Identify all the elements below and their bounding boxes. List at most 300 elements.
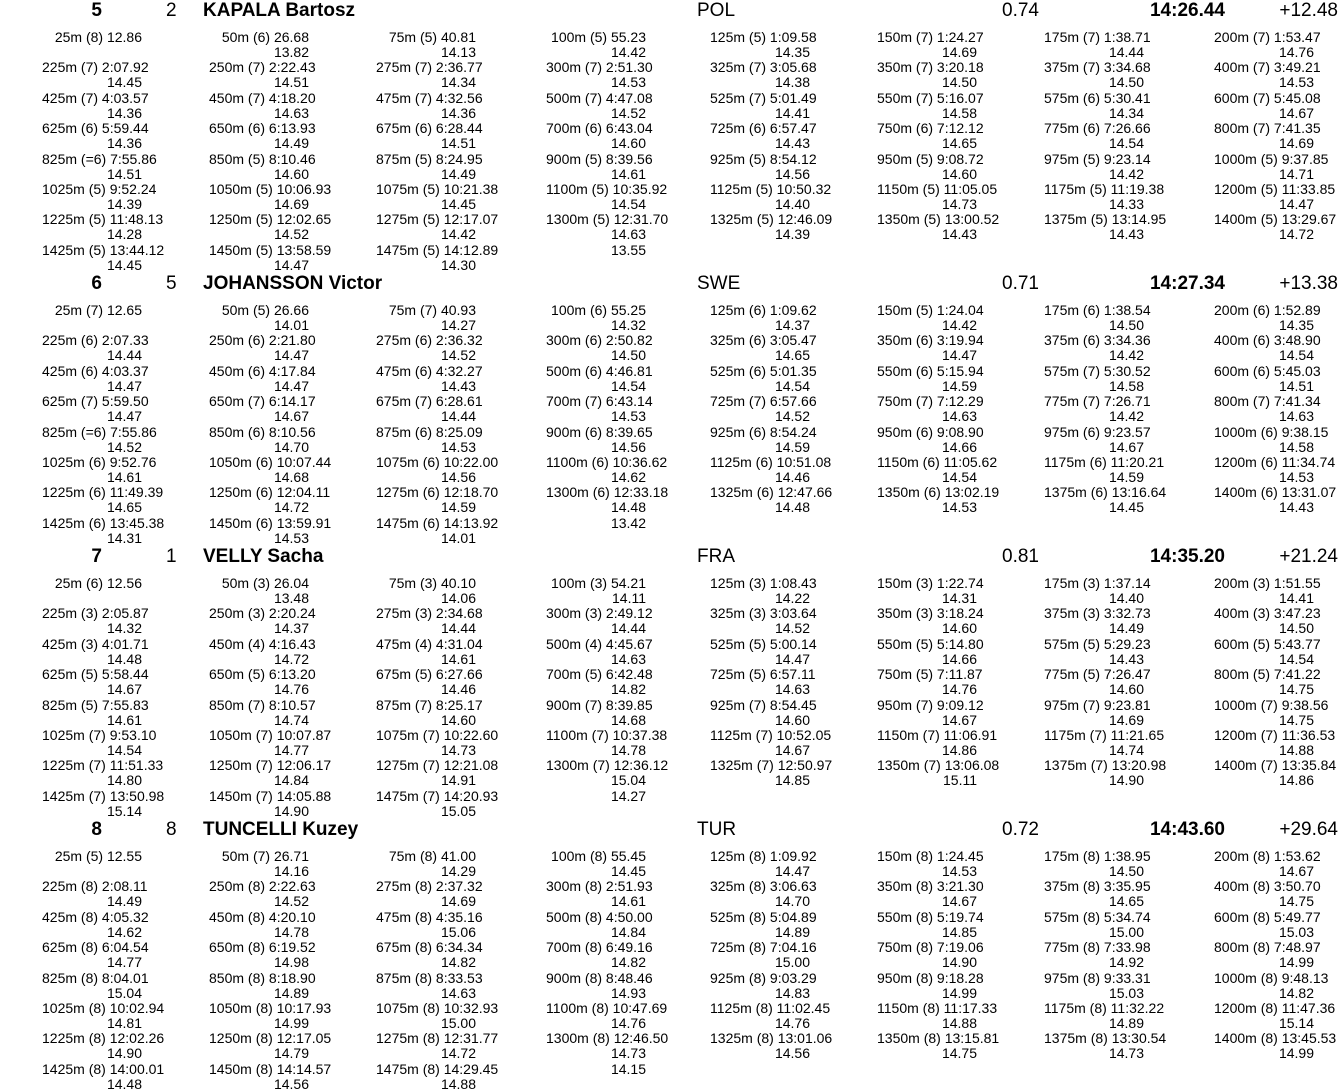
- split-cumulative: 1075m (6) 10:22.00: [376, 454, 499, 470]
- split-cumulative: 1325m (8) 13:01.06: [710, 1030, 833, 1047]
- split-cell: [209, 1030, 332, 1062]
- split-cumulative: 1275m (6) 12:18.70: [376, 484, 499, 501]
- split-cumulative: 1100m (7) 10:37.38: [546, 727, 668, 743]
- split-cumulative: 275m (6) 2:36.32: [376, 332, 483, 349]
- split-lap: 15.00: [774, 954, 810, 971]
- split-lap: 14.50: [1278, 620, 1314, 637]
- split-lap: 14.70: [774, 893, 810, 910]
- split-cumulative: 225m (7) 2:07.92: [42, 59, 149, 76]
- split-lap: 14.77: [106, 954, 142, 971]
- split-cumulative: 925m (7) 8:54.45: [710, 696, 817, 713]
- split-cell: [877, 120, 984, 152]
- swimmer-name: JOHANSSON Victor: [203, 273, 383, 294]
- split-lap: 14.27: [610, 787, 646, 804]
- split-cumulative: 1350m (8) 13:15.81: [877, 1030, 1000, 1047]
- split-cell: [546, 908, 653, 940]
- split-cell: [710, 635, 817, 667]
- split-lap: 14.51: [106, 165, 142, 182]
- split-cumulative: 1200m (7) 11:36.53: [1214, 727, 1336, 743]
- split-lap: 14.61: [610, 893, 646, 910]
- split-cumulative: 1300m (5) 12:31.70: [546, 211, 669, 228]
- split-cumulative: 1175m (6) 11:20.21: [1044, 454, 1165, 470]
- split-lap: 15.11: [943, 772, 977, 789]
- split-lap: 14.50: [1108, 317, 1144, 333]
- split-lap: 14.54: [1278, 650, 1314, 667]
- split-cell: [1044, 484, 1167, 516]
- split-cell: [209, 635, 316, 667]
- split-lap: 14.36: [106, 135, 142, 152]
- split-cumulative: 150m (5) 1:24.04: [877, 302, 984, 318]
- split-cumulative: 1400m (5) 13:29.67: [1214, 211, 1337, 228]
- split-cell: [710, 666, 816, 698]
- split-cumulative: 150m (3) 1:22.74: [877, 575, 984, 591]
- nation-code: FRA: [697, 546, 735, 567]
- split-lap: 14.70: [273, 438, 309, 455]
- split-lap: 14.77: [273, 742, 309, 758]
- split-lap: 14.01: [273, 317, 309, 333]
- split-cumulative: 1450m (7) 14:05.88: [209, 787, 332, 804]
- split-lap: 14.32: [610, 317, 646, 333]
- split-lap: 14.50: [941, 74, 977, 91]
- split-cell: [1214, 969, 1329, 1001]
- split-lap: 14.67: [774, 742, 810, 758]
- split-lap: 14.34: [1108, 104, 1144, 121]
- split-cumulative: 75m (3) 40.10: [388, 575, 476, 591]
- split-cell: [1044, 1030, 1167, 1062]
- split-cumulative: 1325m (6) 12:47.66: [710, 484, 833, 501]
- split-cell: [710, 150, 817, 182]
- split-lap: 14.82: [1278, 984, 1314, 1001]
- rank-label: 8: [91, 819, 102, 840]
- lane-label: 2: [166, 0, 177, 21]
- split-cell: [42, 150, 157, 182]
- split-cumulative: 550m (7) 5:16.07: [877, 89, 984, 106]
- split-cell: [546, 727, 668, 758]
- split-cell: [42, 1060, 165, 1092]
- split-cumulative: 1100m (5) 10:35.92: [546, 181, 668, 197]
- split-cumulative: 850m (6) 8:10.56: [209, 423, 316, 440]
- split-cell: [376, 362, 483, 394]
- split-cell: [1214, 59, 1321, 91]
- split-lap: 14.42: [440, 226, 476, 243]
- split-cumulative: 550m (6) 5:15.94: [877, 362, 984, 379]
- split-cell: [209, 908, 316, 940]
- split-cell: [209, 939, 316, 971]
- split-cell: [42, 120, 149, 152]
- split-cell: [877, 423, 984, 455]
- split-cumulative: 100m (5) 55.23: [551, 29, 646, 45]
- split-cumulative: 375m (6) 3:34.36: [1044, 332, 1151, 349]
- split-cell: [877, 939, 984, 971]
- split-cumulative: 1475m (8) 14:29.45: [376, 1060, 499, 1077]
- split-cumulative: 500m (8) 4:50.00: [546, 908, 653, 925]
- split-lap: 15.03: [1108, 984, 1144, 1001]
- split-cumulative: 1125m (8) 11:02.45: [710, 1000, 831, 1016]
- split-cell: [209, 605, 316, 637]
- split-cumulative: 75m (5) 40.81: [388, 29, 476, 45]
- split-lap: 14.53: [941, 863, 977, 879]
- split-cell: [546, 181, 668, 212]
- split-cumulative: 425m (6) 4:03.37: [42, 362, 149, 379]
- split-cumulative: 125m (5) 1:09.58: [710, 29, 817, 45]
- split-lap: 14.38: [774, 74, 810, 91]
- split-cell: [710, 727, 832, 758]
- split-lap: 14.52: [774, 620, 810, 637]
- split-lap: 14.59: [941, 377, 977, 394]
- split-lap: 14.60: [440, 711, 476, 728]
- split-lap: 13.55: [610, 241, 646, 258]
- split-cumulative: 625m (7) 5:59.50: [42, 393, 149, 410]
- split-lap: 14.75: [1278, 711, 1314, 728]
- split-lap: 14.63: [774, 681, 810, 698]
- split-cumulative: 700m (5) 6:42.48: [546, 666, 653, 683]
- split-cell: [209, 484, 331, 516]
- split-cumulative: 1000m (5) 9:37.85: [1214, 150, 1329, 167]
- split-cell: [710, 120, 817, 152]
- split-lap: 14.37: [273, 620, 309, 637]
- split-lap: 14.54: [1278, 347, 1314, 364]
- split-cell: [376, 484, 499, 516]
- split-lap: 14.67: [1278, 863, 1314, 879]
- split-lap: 14.89: [1108, 1015, 1144, 1031]
- split-cell: [42, 757, 164, 789]
- split-cell: [1044, 635, 1151, 667]
- split-cell: [877, 575, 984, 606]
- split-lap: 14.66: [941, 650, 977, 667]
- split-cumulative: 1250m (7) 12:06.17: [209, 757, 332, 774]
- split-cell: [42, 696, 149, 728]
- split-cumulative: 1150m (7) 11:06.91: [877, 727, 998, 743]
- split-cell: [42, 969, 149, 1001]
- split-cumulative: 75m (8) 41.00: [388, 848, 476, 864]
- split-lap: 14.63: [273, 104, 309, 121]
- split-cell: [1214, 878, 1321, 910]
- split-cumulative: 1025m (6) 9:52.76: [42, 454, 157, 470]
- split-cumulative: 675m (6) 6:28.44: [376, 120, 483, 137]
- split-cell: [376, 939, 483, 971]
- split-lap: 14.52: [106, 438, 142, 455]
- split-cumulative: 400m (6) 3:48.90: [1214, 332, 1321, 349]
- split-lap: 14.40: [1108, 590, 1144, 606]
- split-lap: 14.34: [440, 74, 476, 91]
- split-cumulative: 525m (8) 5:04.89: [710, 908, 817, 925]
- split-cell: [546, 332, 653, 364]
- split-cumulative: 725m (5) 6:57.11: [710, 666, 816, 683]
- split-cumulative: 575m (5) 5:29.23: [1044, 635, 1151, 652]
- split-cell: [877, 362, 984, 394]
- split-cell: [877, 332, 984, 364]
- split-lap: 14.63: [610, 650, 646, 667]
- split-cumulative: 750m (8) 7:19.06: [877, 939, 984, 956]
- split-lap: 14.67: [273, 408, 309, 425]
- split-cell: [710, 454, 832, 485]
- split-lap: 14.41: [1278, 590, 1314, 606]
- split-lap: 14.52: [774, 408, 810, 425]
- split-lap: 15.05: [440, 802, 476, 819]
- split-lap: 14.93: [610, 984, 646, 1001]
- split-cell: [209, 849, 309, 879]
- split-cumulative: 350m (3) 3:18.24: [877, 605, 984, 622]
- split-lap: 14.44: [610, 620, 646, 637]
- split-lap: 14.51: [273, 74, 309, 91]
- split-lap: 14.72: [273, 650, 309, 667]
- split-cell: [209, 120, 316, 152]
- split-cumulative: 1250m (6) 12:04.11: [209, 484, 331, 501]
- nation-code: TUR: [697, 819, 737, 840]
- split-cell: [42, 908, 149, 940]
- split-lap: 14.49: [1108, 620, 1144, 637]
- split-cell: [546, 696, 653, 728]
- split-cell: [877, 181, 998, 212]
- split-cell: [1044, 150, 1151, 182]
- split-cumulative: 425m (3) 4:01.71: [42, 635, 149, 652]
- split-cumulative: 325m (6) 3:05.47: [710, 332, 817, 349]
- split-cumulative: 975m (5) 9:23.14: [1044, 150, 1151, 167]
- split-cell: [209, 150, 316, 182]
- split-cell: [1044, 332, 1151, 364]
- split-cell: [546, 484, 669, 516]
- split-lap: 14.47: [774, 650, 810, 667]
- split-cumulative: 750m (7) 7:12.29: [877, 393, 984, 410]
- split-cell: [209, 1000, 332, 1031]
- split-cell: [1044, 605, 1151, 637]
- split-cumulative: 1275m (8) 12:31.77: [376, 1030, 499, 1047]
- split-cell: [1044, 908, 1151, 940]
- split-cell: [209, 1060, 332, 1092]
- split-lap: 13.42: [610, 514, 646, 531]
- split-cumulative: 375m (8) 3:35.95: [1044, 878, 1151, 895]
- split-cell: [546, 789, 646, 804]
- split-cell: [1214, 635, 1321, 667]
- split-cell: [1044, 727, 1165, 758]
- split-lap: 14.46: [440, 681, 476, 698]
- split-lap: 14.75: [941, 1045, 977, 1062]
- split-lap: 14.60: [941, 620, 977, 637]
- split-cumulative: 1450m (8) 14:14.57: [209, 1060, 332, 1077]
- split-cell: [1044, 878, 1151, 910]
- split-lap: 14.47: [273, 256, 309, 273]
- rank-label: 5: [91, 0, 102, 21]
- split-lap: 14.54: [941, 469, 977, 485]
- final-time: 14:27.34: [1149, 273, 1225, 294]
- split-lap: 14.60: [610, 135, 646, 152]
- split-lap: 14.35: [1278, 317, 1314, 333]
- split-lap: 14.53: [1278, 469, 1314, 485]
- split-cell: [1214, 908, 1321, 940]
- split-cumulative: 700m (8) 6:49.16: [546, 939, 653, 956]
- split-lap: 14.47: [273, 377, 309, 394]
- split-cumulative: 300m (7) 2:51.30: [546, 59, 653, 76]
- split-cell: [376, 727, 499, 758]
- split-cumulative: 325m (3) 3:03.64: [710, 605, 817, 622]
- split-cell: [1044, 575, 1151, 606]
- split-lap: 14.44: [440, 620, 476, 637]
- split-cell: [209, 666, 316, 698]
- split-cumulative: 875m (8) 8:33.53: [376, 969, 483, 986]
- split-lap: 14.43: [1278, 499, 1314, 516]
- split-cell: [877, 848, 984, 879]
- split-cumulative: 925m (8) 9:03.29: [710, 969, 817, 986]
- split-lap: 14.61: [106, 711, 142, 728]
- split-cumulative: 1050m (7) 10:07.87: [209, 727, 332, 743]
- split-cumulative: 800m (5) 7:41.22: [1214, 666, 1321, 683]
- split-cumulative: 825m (=6) 7:55.86: [42, 423, 157, 440]
- split-cell: [1044, 1000, 1165, 1031]
- split-cumulative: 1300m (7) 12:36.12: [546, 757, 669, 774]
- split-cell: [376, 59, 483, 91]
- split-cumulative: 1200m (8) 11:47.36: [1214, 1000, 1336, 1016]
- split-cumulative: 275m (7) 2:36.77: [376, 59, 483, 76]
- split-cell: [42, 241, 165, 273]
- time-behind: +13.38: [1279, 273, 1338, 294]
- split-cumulative: 125m (6) 1:09.62: [710, 302, 817, 318]
- split-cell: [1214, 211, 1337, 243]
- split-cell: [42, 59, 149, 91]
- split-cell: [1214, 757, 1337, 789]
- split-cumulative: 950m (8) 9:18.28: [877, 969, 984, 986]
- split-cumulative: 450m (4) 4:16.43: [209, 635, 316, 652]
- split-cumulative: 350m (6) 3:19.94: [877, 332, 984, 349]
- split-lap: 14.48: [610, 499, 646, 516]
- split-lap: 14.47: [1278, 196, 1314, 212]
- split-cell: [877, 757, 1000, 789]
- split-cell: [1044, 848, 1151, 879]
- split-cumulative: 650m (5) 6:13.20: [209, 666, 316, 683]
- split-cell: [1044, 120, 1151, 152]
- split-cell: [877, 666, 983, 698]
- split-cell: [1044, 59, 1151, 91]
- split-cumulative: 1225m (6) 11:49.39: [42, 484, 164, 501]
- split-lap: 14.99: [1278, 1045, 1314, 1062]
- split-cumulative: 800m (7) 7:41.34: [1214, 393, 1321, 410]
- split-cell: [710, 393, 817, 425]
- split-cumulative: 1250m (8) 12:17.05: [209, 1030, 332, 1047]
- reaction-time: 0.74: [1002, 0, 1039, 21]
- split-lap: 14.59: [774, 438, 810, 455]
- split-lap: 14.58: [941, 104, 977, 121]
- split-cumulative: 1475m (5) 14:12.89: [376, 241, 499, 258]
- split-cumulative: 375m (7) 3:34.68: [1044, 59, 1151, 76]
- split-cell: [376, 241, 499, 273]
- split-lap: 14.76: [1278, 44, 1314, 60]
- split-cumulative: 200m (6) 1:52.89: [1214, 302, 1321, 318]
- split-lap: 14.86: [941, 742, 977, 758]
- split-lap: 15.04: [106, 984, 142, 1001]
- split-lap: 14.36: [440, 104, 476, 121]
- split-lap: 14.69: [440, 893, 476, 910]
- split-cumulative: 300m (3) 2:49.12: [546, 605, 653, 622]
- split-cumulative: 950m (5) 9:08.72: [877, 150, 984, 167]
- split-cumulative: 325m (7) 3:05.68: [710, 59, 817, 76]
- split-cumulative: 25m (8) 12.86: [54, 29, 142, 45]
- split-cumulative: 175m (8) 1:38.95: [1044, 848, 1151, 864]
- split-lap: 14.50: [1108, 74, 1144, 91]
- split-cumulative: 575m (7) 5:30.52: [1044, 362, 1151, 379]
- split-cell: [376, 696, 483, 728]
- split-cumulative: 425m (7) 4:03.57: [42, 89, 149, 106]
- split-cumulative: 625m (5) 5:58.44: [42, 666, 149, 683]
- split-lap: 13.48: [273, 590, 309, 606]
- split-cell: [710, 302, 817, 333]
- split-cumulative: 1375m (7) 13:20.98: [1044, 757, 1167, 774]
- split-lap: 14.43: [1108, 650, 1144, 667]
- split-cell: [877, 302, 984, 333]
- split-cell: [877, 969, 984, 1001]
- split-cumulative: 250m (8) 2:22.63: [209, 878, 316, 895]
- split-cumulative: 50m (5) 26.66: [221, 302, 309, 318]
- rank-label: 7: [91, 546, 102, 567]
- split-lap: 15.03: [1278, 923, 1314, 940]
- time-behind: +29.64: [1279, 819, 1338, 840]
- split-cell: [546, 1062, 646, 1077]
- split-cell: [376, 303, 476, 333]
- split-cumulative: 925m (5) 8:54.12: [710, 150, 817, 167]
- split-lap: 14.42: [1108, 165, 1144, 182]
- split-cumulative: 600m (5) 5:43.77: [1214, 635, 1321, 652]
- split-cumulative: 1350m (5) 13:00.52: [877, 211, 1000, 228]
- split-lap: 14.72: [440, 1045, 476, 1062]
- split-cell: [209, 211, 332, 243]
- split-lap: 14.54: [774, 377, 810, 394]
- split-lap: 14.90: [941, 954, 977, 971]
- split-cell: [209, 969, 316, 1001]
- split-lap: 14.37: [774, 317, 810, 333]
- split-cell: [546, 303, 646, 333]
- split-lap: 14.49: [106, 893, 142, 910]
- split-cell: [376, 787, 499, 819]
- split-cumulative: 900m (6) 8:39.65: [546, 423, 653, 440]
- split-lap: 14.16: [273, 863, 309, 879]
- reaction-time: 0.71: [1002, 273, 1039, 294]
- split-cumulative: 1025m (8) 10:02.94: [42, 1000, 165, 1016]
- split-cell: [376, 849, 476, 879]
- split-cumulative: 875m (7) 8:25.17: [376, 696, 483, 713]
- split-cumulative: 600m (7) 5:45.08: [1214, 89, 1321, 106]
- split-cell: [877, 59, 984, 91]
- split-cell: [209, 362, 316, 394]
- split-cell: [209, 576, 309, 606]
- split-lap: 14.42: [610, 44, 646, 60]
- split-cell: [546, 878, 653, 910]
- split-lap: 14.67: [941, 893, 977, 910]
- nation-code: POL: [697, 0, 736, 21]
- split-lap: 14.45: [106, 74, 142, 91]
- split-cell: [546, 423, 653, 455]
- split-cell: [546, 30, 646, 60]
- split-cell: [546, 454, 668, 485]
- split-cell: [710, 878, 817, 910]
- split-cumulative: 1300m (6) 12:33.18: [546, 484, 669, 501]
- split-cell: [546, 939, 653, 971]
- split-lap: 14.75: [1278, 893, 1314, 910]
- split-cumulative: 250m (7) 2:22.43: [209, 59, 316, 76]
- split-cumulative: 650m (8) 6:19.52: [209, 939, 316, 956]
- split-cell: [42, 362, 149, 394]
- split-lap: 14.41: [774, 104, 810, 121]
- split-cell: [877, 211, 1000, 243]
- split-cumulative: 300m (8) 2:51.93: [546, 878, 653, 895]
- split-cell: [209, 59, 316, 91]
- split-cumulative: 1050m (6) 10:07.44: [209, 454, 332, 470]
- split-cell: [376, 757, 499, 789]
- split-cumulative: 1300m (8) 12:46.50: [546, 1030, 669, 1047]
- split-cumulative: 500m (4) 4:45.67: [546, 635, 653, 652]
- split-cumulative: 700m (7) 6:43.14: [546, 393, 653, 410]
- split-lap: 14.88: [440, 1075, 476, 1092]
- split-cell: [710, 696, 817, 728]
- rank-label: 6: [91, 273, 102, 294]
- split-cell: [209, 303, 309, 333]
